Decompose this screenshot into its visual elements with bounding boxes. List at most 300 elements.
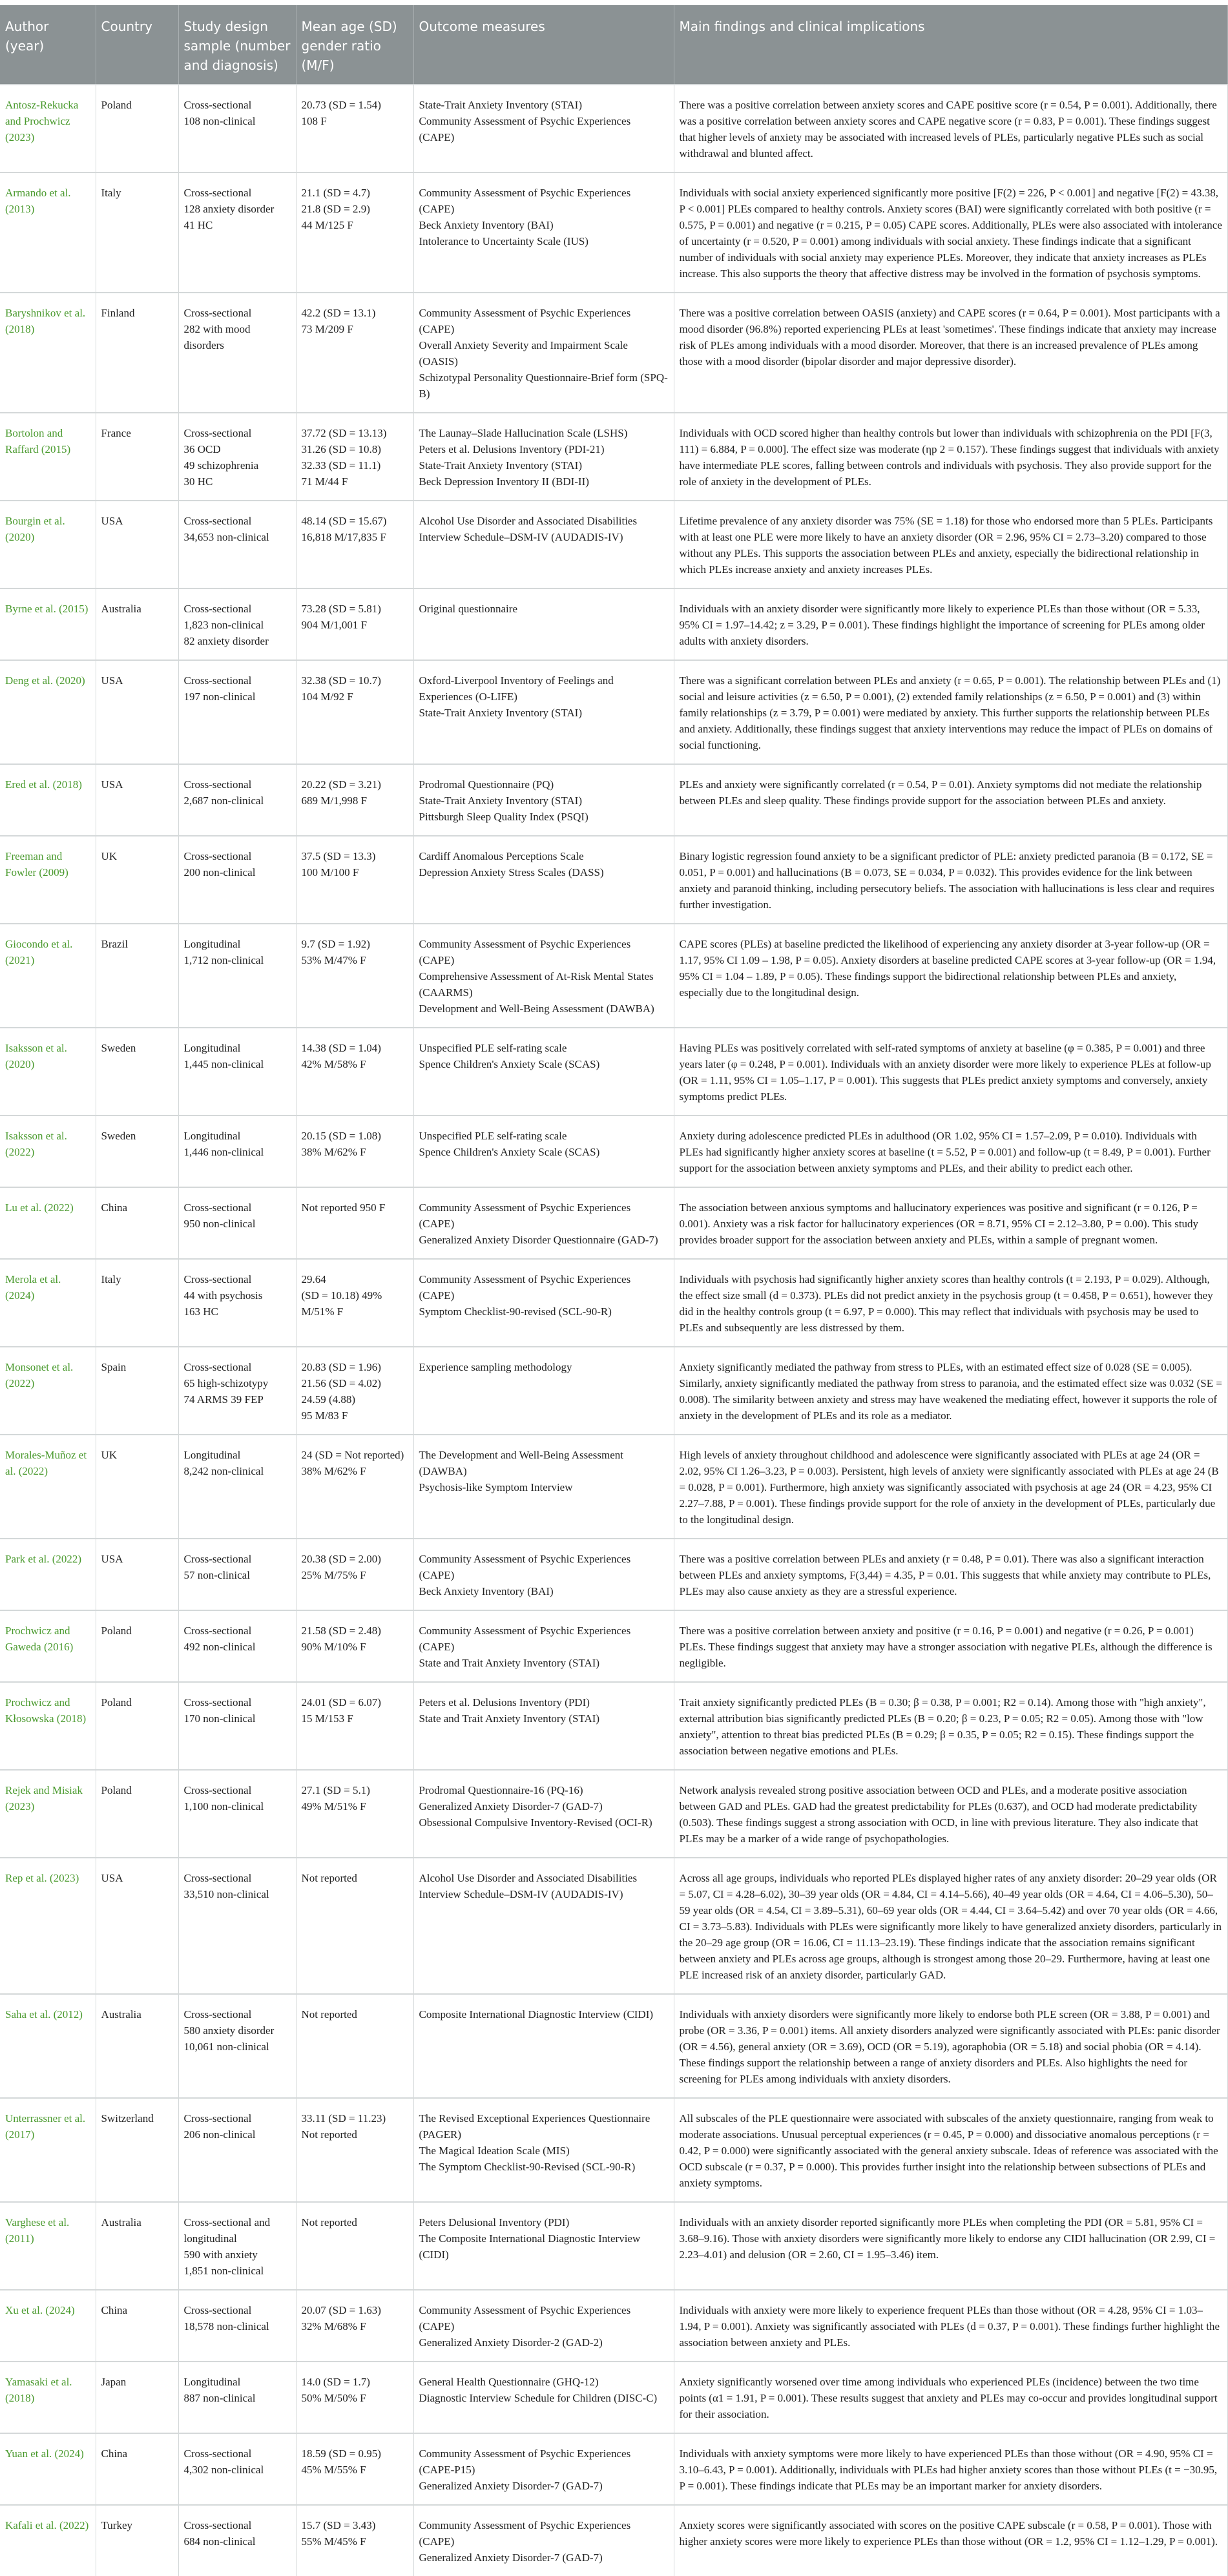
age-cell <box>296 2362 413 2433</box>
measures-line: Overall Anxiety Severity and Impairment Scale (OASIS) <box>419 339 628 368</box>
table-row <box>0 1435 1228 1539</box>
table-row <box>0 1858 1228 1994</box>
header-country: Country <box>96 5 178 85</box>
author-link[interactable]: Antosz-Rekucka and Prochwicz (2023) <box>0 85 96 172</box>
age-cell <box>296 2505 413 2576</box>
age-cell <box>296 924 413 1028</box>
measures-line: Community Assessment of Psychic Experiences (CAPE-P15) <box>419 2447 631 2476</box>
age-cell <box>296 1770 413 1858</box>
design-cell <box>178 2290 296 2362</box>
age-cell <box>296 2433 413 2505</box>
findings-cell: Individuals with an anxiety disorder reported significantly more PLEs when completing the PDI (OR = 5.81, 95% CI = 3.68–9.16). Those with anxiety disorders were significantly more likely to endorse any CIDI hallucination (OR 2.99, CI = 2.23–4.01) and delusion (OR = 2.60, CI = 1.95–3.46) item. <box>674 2202 1228 2290</box>
country-cell: Switzerland <box>96 2098 178 2202</box>
table-row <box>0 2098 1228 2202</box>
author-link[interactable]: Freeman and Fowler (2009) <box>0 836 96 924</box>
age-line: 95 M/83 F <box>301 1409 348 1422</box>
age-line: 21.1 (SD = 4.7) <box>301 187 370 199</box>
design-cell <box>178 836 296 924</box>
measures-cell <box>413 1539 674 1610</box>
measures-line: Alcohol Use Disorder and Associated Disabilities Interview Schedule–DSM-IV (AUDADIS-IV) <box>419 1872 638 1900</box>
findings-cell: Across all age groups, individuals who reported PLEs displayed higher rates of any anxiety disorder: 20–29 year olds (OR = 5.07, CI = 4.28–6.02), 30–39 year olds (OR = 4.84, CI = 4.14–5.66), 40–49 year olds (OR = 4.64, CI = 4.06–5.30), 50–59 year olds (OR = 4.54, CI = 3.89–5.31), 60–69 year olds (OR = 4.44, CI = 3.64–5.42) and over 70 year olds (OR = 4.66, CI = 3.73–5.83). Individuals with PLEs were significantly more likely to have generalized anxiety disorders, particularly in the 20–29 age group (OR = 16.06, CI = 11.13–23.19). These findings indicate that the association remains significant between anxiety and PLEs across age groups, although is strongest among those 20–29. Furthermore, having at least one PLE increased risk of an anxiety disorder, particularly GAD. <box>674 1858 1228 1994</box>
country-cell: Poland <box>96 1682 178 1770</box>
measures-cell <box>413 1259 674 1347</box>
findings-cell: Network analysis revealed strong positive association between OCD and PLEs, and a moderate positive association between GAD and PLEs. GAD had the greatest predictability for PLEs (0.637), and OCD had moderate predictability (0.503). These findings suggest a strong association with OCD, in line with previous literature. They also indicate that PLEs may be a marker of a wide range of psychopathologies. <box>674 1770 1228 1858</box>
country-cell: Poland <box>96 1610 178 1682</box>
findings-cell: There was a positive correlation between anxiety scores and CAPE positive score (r = 0.54, P = 0.001). Additionally, there was a positive correlation between anxiety scores and CAPE negative score (r = 0.83, P = 0.001). These findings suggest that higher levels of anxiety may be associated with increased levels of PLEs, particularly negative PLEs such as social withdrawal and blunted affect. <box>674 85 1228 172</box>
design-line: 950 non-clinical <box>183 1218 256 1230</box>
design-cell <box>178 1994 296 2098</box>
measures-line: Community Assessment of Psychic Experiences (CAPE) <box>419 2304 631 2332</box>
design-line: 1,100 non-clinical <box>183 1800 264 1813</box>
age-line: 38% M/62% F <box>301 1146 366 1158</box>
measures-line: Community Assessment of Psychic Experiences (CAPE) <box>419 1273 631 1302</box>
design-line: 4,302 non-clinical <box>183 2464 264 2476</box>
author-link[interactable]: Bourgin et al. (2020) <box>0 501 96 588</box>
age-line: 20.38 (SD = 2.00) <box>301 1553 381 1565</box>
age-line: Not reported <box>301 2008 357 2020</box>
age-line: 20.07 (SD = 1.63) <box>301 2304 381 2316</box>
author-link[interactable]: Prochwicz and Gaweda (2016) <box>0 1610 96 1682</box>
design-line: Cross-sectional <box>183 1872 252 1884</box>
measures-cell <box>413 1187 674 1259</box>
age-line: 31.26 (SD = 10.8) <box>301 443 381 455</box>
table-header-row <box>0 5 1228 85</box>
measures-cell <box>413 1994 674 2098</box>
author-link[interactable]: Prochwicz and Kłosowska (2018) <box>0 1682 96 1770</box>
measures-cell <box>413 588 674 660</box>
age-line: 15 M/153 F <box>301 1712 353 1725</box>
measures-line: The Revised Exceptional Experiences Questionnaire (PAGER) <box>419 2112 650 2141</box>
measures-cell <box>413 172 674 293</box>
measures-cell <box>413 660 674 764</box>
design-line: 590 with anxiety <box>183 2249 258 2261</box>
design-line: Cross-sectional <box>183 603 252 615</box>
design-line: 684 non-clinical <box>183 2535 256 2548</box>
design-cell <box>178 924 296 1028</box>
findings-cell: There was a positive correlation between PLEs and anxiety (r = 0.48, P = 0.01). There was also a significant interaction between PLEs and anxiety symptoms, F(3,44) = 4.35, P = 0.01. This suggests that while anxiety may contribute to PLEs, PLEs may also cause anxiety as they are a stressful experience. <box>674 1539 1228 1610</box>
author-link[interactable]: Deng et al. (2020) <box>0 660 96 764</box>
design-line: 34,653 non-clinical <box>183 531 269 543</box>
measures-cell <box>413 501 674 588</box>
design-cell <box>178 1028 296 1116</box>
country-cell: Italy <box>96 1259 178 1347</box>
table-row <box>0 1347 1228 1435</box>
country-cell: Sweden <box>96 1028 178 1116</box>
author-link[interactable]: Armando et al. (2013) <box>0 172 96 293</box>
findings-cell: Individuals with anxiety disorders were significantly more likely to endorse both PLE screen (OR = 3.88, P = 0.001) and probe (OR = 3.36, P = 0.001) items. All anxiety disorders analyzed were significantly associated with PLEs: panic disorder (OR = 4.56), general anxiety (OR = 3.69), OCD (OR = 5.19), agoraphobia (OR = 5.18) and social phobia (OR = 4.14). These findings support the relationship between a range of anxiety disorders and PLEs. Also highlights the need for screening for PLEs among individuals with anxiety disorders. <box>674 1994 1228 2098</box>
age-cell <box>296 2098 413 2202</box>
design-cell <box>178 1610 296 1682</box>
measures-line: Beck Depression Inventory II (BDI-II) <box>419 475 589 488</box>
measures-cell <box>413 2505 674 2576</box>
age-cell <box>296 413 413 501</box>
design-line: 887 non-clinical <box>183 2392 256 2404</box>
author-link[interactable]: Byrne et al. (2015) <box>0 588 96 660</box>
measures-cell <box>413 924 674 1028</box>
design-line: Cross-sectional <box>183 2008 252 2020</box>
measures-line: Schizotypal Personality Questionnaire-Brief form (SPQ-B) <box>419 371 668 400</box>
findings-cell: High levels of anxiety throughout childhood and adolescence were significantly associated with PLEs at age 24 (OR = 2.02, 95% CI 1.26–3.23, P = 0.003). Persistent, high levels of anxiety were significantly associated with PLEs at age 24 (B = 0.028, P = 0.001). Furthermore, high anxiety was significantly associated with psychosis at age 24 (OR = 4.23, 95% CI 2.27–7.88, P = 0.001). These findings provide support for the role of anxiety in the development of PLEs, particularly due to the longitudinal design. <box>674 1435 1228 1539</box>
design-line: Cross-sectional <box>183 850 252 862</box>
age-cell <box>296 1259 413 1347</box>
measures-cell <box>413 1347 674 1435</box>
age-line: 33.11 (SD = 11.23) <box>301 2112 386 2124</box>
age-line: 24 (SD = Not reported) <box>301 1449 404 1461</box>
measures-line: Community Assessment of Psychic Experiences (CAPE) <box>419 1553 631 1581</box>
design-line: 65 high-schizotypy <box>183 1377 269 1389</box>
country-cell: UK <box>96 1435 178 1539</box>
measures-line: Oxford-Liverpool Inventory of Feelings and Experiences (O-LIFE) <box>419 674 614 703</box>
measures-cell <box>413 1770 674 1858</box>
design-line: 197 non-clinical <box>183 691 256 703</box>
table-row <box>0 924 1228 1028</box>
age-cell <box>296 1435 413 1539</box>
design-line: 282 with mood disorders <box>183 323 251 351</box>
age-line: (SD = 10.18) 49% M/51% F <box>301 1289 382 1318</box>
country-cell: USA <box>96 501 178 588</box>
design-line: 200 non-clinical <box>183 866 256 878</box>
design-cell <box>178 501 296 588</box>
table-row <box>0 1539 1228 1610</box>
design-line: 163 HC <box>183 1305 218 1318</box>
design-line: Cross-sectional <box>183 778 252 791</box>
measures-cell <box>413 85 674 172</box>
measures-line: Community Assessment of Psychic Experiences (CAPE) <box>419 1201 631 1230</box>
age-line: 38% M/62% F <box>301 1465 366 1477</box>
header-main-findings: Main findings and clinical implications <box>674 5 1228 85</box>
age-line: 32% M/68% F <box>301 2320 366 2332</box>
measures-line: Pittsburgh Sleep Quality Index (PSQI) <box>419 811 588 823</box>
design-line: Cross-sectional <box>183 2519 252 2531</box>
design-line: 2,687 non-clinical <box>183 795 264 807</box>
table-row <box>0 2202 1228 2290</box>
measures-line: Community Assessment of Psychic Experiences (CAPE) <box>419 187 631 215</box>
measures-line: Symptom Checklist-90-revised (SCL-90-R) <box>419 1305 612 1318</box>
design-line: 492 non-clinical <box>183 1641 256 1653</box>
author-link[interactable]: Lu et al. (2022) <box>0 1187 96 1259</box>
design-line: Cross-sectional <box>183 1553 252 1565</box>
findings-cell: There was a significant correlation between PLEs and anxiety (r = 0.65, P = 0.001). The relationship between PLEs and (1) social and leisure activities (z = 6.50, P = 0.001), (2) extended family relationships (z = 6.50, P = 0.001) and (3) within family relationships (z = 3.79, P = 0.001) were mediated by anxiety. This further supports the relationship between PLEs and anxiety. Additionally, these findings suggest that anxiety interventions may reduce the impact of PLEs on domains of social functioning. <box>674 660 1228 764</box>
design-cell <box>178 1435 296 1539</box>
measures-cell <box>413 1116 674 1187</box>
measures-line: Peters et al. Delusions Inventory (PDI-21) <box>419 443 605 455</box>
measures-cell <box>413 1435 674 1539</box>
measures-line: Community Assessment of Psychic Experiences (CAPE) <box>419 307 631 335</box>
measures-line: State-Trait Anxiety Inventory (STAI) <box>419 707 583 719</box>
design-cell <box>178 588 296 660</box>
age-cell <box>296 1347 413 1435</box>
measures-cell <box>413 293 674 413</box>
design-line: 128 anxiety disorder <box>183 203 275 215</box>
design-line: Cross-sectional <box>183 2112 252 2124</box>
measures-line: State-Trait Anxiety Inventory (STAI) <box>419 99 583 111</box>
design-line: Cross-sectional <box>183 1361 252 1373</box>
author-link[interactable]: Bortolon and Raffard (2015) <box>0 413 96 501</box>
author-link[interactable]: Unterrassner et al. (2017) <box>0 2098 96 2202</box>
design-line: Cross-sectional <box>183 187 252 199</box>
measures-cell <box>413 1610 674 1682</box>
age-cell <box>296 172 413 293</box>
measures-line: Community Assessment of Psychic Experiences (CAPE) <box>419 1625 631 1653</box>
country-cell: Australia <box>96 1994 178 2098</box>
design-line: 1,446 non-clinical <box>183 1146 264 1158</box>
measures-cell <box>413 836 674 924</box>
author-link[interactable]: Ered et al. (2018) <box>0 764 96 836</box>
design-line: Cross-sectional <box>183 1201 252 1214</box>
design-line: Cross-sectional <box>183 515 252 527</box>
design-line: 8,242 non-clinical <box>183 1465 264 1477</box>
measures-line: Community Assessment of Psychic Experiences (CAPE) <box>419 115 631 143</box>
age-line: 14.38 (SD = 1.04) <box>301 1042 381 1054</box>
measures-line: Generalized Anxiety Disorder-7 (GAD-7) <box>419 2551 603 2564</box>
author-link[interactable]: Xu et al. (2024) <box>0 2290 96 2362</box>
country-cell: Turkey <box>96 2505 178 2576</box>
measures-cell <box>413 1682 674 1770</box>
age-cell <box>296 1116 413 1187</box>
design-line: Cross-sectional <box>183 1696 252 1709</box>
findings-cell: Trait anxiety significantly predicted PLEs (B = 0.30; β = 0.38, P = 0.001; R2 = 0.14). Among those with "high anxiety", external attribution bias significantly predicted PLEs (B = 0.20; β = 0.23, P = 0.05; R2 = 0.05). Among those with "low anxiety", attention to threat bias predicted PLEs (B = 0.29; β = 0.35, P = 0.05; R2 = 0.15). These findings support the association between negative emotions and PLEs. <box>674 1682 1228 1770</box>
design-line: 49 schizophrenia <box>183 459 259 472</box>
age-line: 100 M/100 F <box>301 866 359 878</box>
age-line: 21.56 (SD = 4.02) <box>301 1377 381 1389</box>
findings-cell: Lifetime prevalence of any anxiety disorder was 75% (SE = 1.18) for those who endorsed more than 5 PLEs. Participants with at least one PLE were more likely to have an anxiety disorder (OR = 2.96, 95% CI = 2.73–3.20) compared to those without any PLEs. This supports the association between PLEs and anxiety, especially the bidirectional relationship in which PLEs increase anxiety and anxiety increases PLEs. <box>674 501 1228 588</box>
design-line: 33,510 non-clinical <box>183 1888 269 1900</box>
age-line: 20.83 (SD = 1.96) <box>301 1361 381 1373</box>
country-cell: China <box>96 1187 178 1259</box>
author-link[interactable]: Yamasaki et al. (2018) <box>0 2362 96 2433</box>
age-line: Not reported 950 F <box>301 1201 386 1214</box>
age-line: Not reported <box>301 2128 357 2141</box>
measures-line: Generalized Anxiety Disorder Questionnaire (GAD-7) <box>419 1234 658 1246</box>
age-cell <box>296 588 413 660</box>
author-link[interactable]: Monsonet et al. (2022) <box>0 1347 96 1435</box>
measures-line: State and Trait Anxiety Inventory (STAI) <box>419 1712 600 1725</box>
measures-line: Cardiff Anomalous Perceptions Scale <box>419 850 584 862</box>
design-line: Cross-sectional <box>183 1625 252 1637</box>
age-cell <box>296 1682 413 1770</box>
measures-line: Community Assessment of Psychic Experiences (CAPE) <box>419 2519 631 2548</box>
header-mean-age: Mean age (SD) gender ratio (M/F) <box>296 5 413 85</box>
design-line: 44 with psychosis <box>183 1289 263 1302</box>
measures-line: Unspecified PLE self-rating scale <box>419 1042 567 1054</box>
table-row <box>0 2505 1228 2576</box>
design-line: 30 HC <box>183 475 213 488</box>
age-line: 48.14 (SD = 15.67) <box>301 515 387 527</box>
design-line: 41 HC <box>183 219 213 231</box>
measures-line: State-Trait Anxiety Inventory (STAI) <box>419 795 583 807</box>
measures-line: Prodromal Questionnaire (PQ) <box>419 778 554 791</box>
design-cell <box>178 1682 296 1770</box>
findings-cell: There was a positive correlation between OASIS (anxiety) and CAPE scores (r = 0.64, P = 0.001). Most participants with a mood disorder (96.8%) reported experiencing PLEs at least 'sometimes'. These findings indicate that anxiety may increase risk of PLEs among individuals with a mood disorder. Moreover, that there is an increased prevalence of PLEs among those with a mood disorder (bipolar disorder and major depressive disorder). <box>674 293 1228 413</box>
age-line: Not reported <box>301 1872 357 1884</box>
measures-line: Development and Well-Being Assessment (DAWBA) <box>419 1002 654 1015</box>
author-link[interactable]: Varghese et al. (2011) <box>0 2202 96 2290</box>
design-line: Cross-sectional <box>183 674 252 687</box>
measures-line: Psychosis-like Symptom Interview <box>419 1481 573 1493</box>
measures-line: Community Assessment of Psychic Experiences (CAPE) <box>419 938 631 966</box>
age-line: 108 F <box>301 115 327 127</box>
country-cell: Australia <box>96 588 178 660</box>
age-cell <box>296 1858 413 1994</box>
header-outcome-measures: Outcome measures <box>413 5 674 85</box>
age-cell <box>296 85 413 172</box>
age-cell <box>296 836 413 924</box>
author-link[interactable]: Yuan et al. (2024) <box>0 2433 96 2505</box>
design-cell <box>178 2098 296 2202</box>
age-cell <box>296 764 413 836</box>
age-cell <box>296 1539 413 1610</box>
age-line: 20.22 (SD = 3.21) <box>301 778 381 791</box>
age-line: 32.33 (SD = 11.1) <box>301 459 381 472</box>
measures-cell <box>413 2202 674 2290</box>
table-row <box>0 2290 1228 2362</box>
design-line: 1,445 non-clinical <box>183 1058 264 1070</box>
design-cell <box>178 2505 296 2576</box>
measures-line: The Magical Ideation Scale (MIS) <box>419 2145 570 2157</box>
author-link[interactable]: Saha et al. (2012) <box>0 1994 96 2098</box>
country-cell: USA <box>96 1539 178 1610</box>
age-line: 15.7 (SD = 3.43) <box>301 2519 376 2531</box>
age-line: 55% M/45% F <box>301 2535 366 2548</box>
measures-line: The Launay–Slade Hallucination Scale (LSHS) <box>419 427 628 439</box>
measures-cell <box>413 2362 674 2433</box>
findings-cell: Anxiety scores were significantly associated with scores on the positive CAPE subscale (r = 0.58, P = 0.001). Those with higher anxiety scores were more likely to experience PLEs than those without (OR = 1.2, 95% CI = 1.12–1.29, P = 0.001). <box>674 2505 1228 2576</box>
age-line: 27.1 (SD = 5.1) <box>301 1784 370 1796</box>
author-link[interactable]: Giocondo et al. (2021) <box>0 924 96 1028</box>
design-cell <box>178 1539 296 1610</box>
country-cell: Finland <box>96 293 178 413</box>
table-row <box>0 172 1228 293</box>
design-cell <box>178 413 296 501</box>
measures-line: State and Trait Anxiety Inventory (STAI) <box>419 1657 600 1669</box>
design-line: Cross-sectional and longitudinal <box>183 2216 271 2245</box>
design-cell <box>178 2202 296 2290</box>
table-row <box>0 1682 1228 1770</box>
design-cell <box>178 1347 296 1435</box>
table-row <box>0 1259 1228 1347</box>
age-cell <box>296 293 413 413</box>
design-line: 18,578 non-clinical <box>183 2320 269 2332</box>
author-link[interactable]: Isaksson et al. (2020) <box>0 1028 96 1116</box>
age-line: 42% M/58% F <box>301 1058 366 1070</box>
table-row <box>0 501 1228 588</box>
design-line: Cross-sectional <box>183 2447 252 2460</box>
findings-cell: Binary logistic regression found anxiety to be a significant predictor of PLE: anxiety predicted paranoia (B = 0.172, SE = 0.051, P = 0.001) and hallucinations (B = 0.073, SE = 0.034, P = 0.032). This provides evidence for the link between anxiety and paranoid thinking, including persecutory beliefs. The association with hallucinations is less clear and requires further investigation. <box>674 836 1228 924</box>
measures-line: Peters Delusional Inventory (PDI) <box>419 2216 570 2228</box>
design-line: Cross-sectional <box>183 1273 252 1285</box>
measures-line: Intolerance to Uncertainty Scale (IUS) <box>419 235 588 247</box>
age-line: 50% M/50% F <box>301 2392 366 2404</box>
author-link[interactable]: Morales-Muñoz et al. (2022) <box>0 1435 96 1539</box>
table-row <box>0 1028 1228 1116</box>
table-row <box>0 660 1228 764</box>
measures-line: Spence Children's Anxiety Scale (SCAS) <box>419 1058 600 1070</box>
age-cell <box>296 501 413 588</box>
author-link[interactable]: Rejek and Misiak (2023) <box>0 1770 96 1858</box>
age-line: 44 M/125 F <box>301 219 353 231</box>
age-cell <box>296 1994 413 2098</box>
table-row <box>0 2433 1228 2505</box>
age-cell <box>296 660 413 764</box>
design-cell <box>178 2362 296 2433</box>
country-cell: China <box>96 2433 178 2505</box>
age-cell <box>296 1610 413 1682</box>
measures-line: Composite International Diagnostic Interview (CIDI) <box>419 2008 654 2020</box>
findings-cell: PLEs and anxiety were significantly correlated (r = 0.54, P = 0.01). Anxiety symptoms did not mediate the relationship between PLEs and sleep quality. These findings provide support for the association between PLEs and anxiety. <box>674 764 1228 836</box>
findings-cell: Individuals with psychosis had significantly higher anxiety scores than healthy controls (t = 2.193, P = 0.029). Although, the effect size small (d = 0.373). PLEs did not predict anxiety in the psychosis group (t = 0.458, P = 0.651), however they did in the healthy controls group (t = 6.97, P = 0.000). This may reflect that individuals with psychosis may be used to PLEs and subsequently are less distressed by them. <box>674 1259 1228 1347</box>
design-line: 74 ARMS 39 FEP <box>183 1393 264 1406</box>
author-link[interactable]: Rep et al. (2023) <box>0 1858 96 1994</box>
age-cell <box>296 2202 413 2290</box>
age-line: 24.59 (4.88) <box>301 1393 356 1406</box>
table-row <box>0 764 1228 836</box>
design-line: 108 non-clinical <box>183 115 256 127</box>
table-row <box>0 1610 1228 1682</box>
author-link[interactable]: Merola et al. (2024) <box>0 1259 96 1347</box>
table-row <box>0 413 1228 501</box>
country-cell: China <box>96 2290 178 2362</box>
design-line: 1,712 non-clinical <box>183 954 264 966</box>
design-line: 170 non-clinical <box>183 1712 256 1725</box>
findings-cell: There was a positive correlation between anxiety and positive (r = 0.16, P = 0.001) and negative (r = 0.26, P = 0.001) PLEs. These findings suggest that anxiety may have a stronger association with negative PLEs, although the difference is negligible. <box>674 1610 1228 1682</box>
measures-line: Spence Children's Anxiety Scale (SCAS) <box>419 1146 600 1158</box>
country-cell: Brazil <box>96 924 178 1028</box>
age-line: 104 M/92 F <box>301 691 353 703</box>
age-line: 14.0 (SD = 1.7) <box>301 2376 370 2388</box>
measures-line: Diagnostic Interview Schedule for Children (DISC-C) <box>419 2392 658 2404</box>
design-cell <box>178 172 296 293</box>
measures-line: Depression Anxiety Stress Scales (DASS) <box>419 866 604 878</box>
country-cell: Japan <box>96 2362 178 2433</box>
measures-line: Peters et al. Delusions Inventory (PDI) <box>419 1696 590 1709</box>
age-line: 49% M/51% F <box>301 1800 366 1813</box>
author-link[interactable]: Park et al. (2022) <box>0 1539 96 1610</box>
author-link[interactable]: Isaksson et al. (2022) <box>0 1116 96 1187</box>
measures-line: Generalized Anxiety Disorder-2 (GAD-2) <box>419 2336 603 2349</box>
measures-cell <box>413 413 674 501</box>
design-cell <box>178 85 296 172</box>
measures-line: Generalized Anxiety Disorder-7 (GAD-7) <box>419 1800 603 1813</box>
findings-cell: Individuals with anxiety were more likely to experience frequent PLEs than those without (OR = 4.28, 95% CI = 1.03–1.94, P = 0.001). Anxiety was significantly associated with PLEs (d = 0.37, P = 0.001). These findings further highlight the association between anxiety and PLEs. <box>674 2290 1228 2362</box>
age-line: 20.15 (SD = 1.08) <box>301 1130 381 1142</box>
age-line: 24.01 (SD = 6.07) <box>301 1696 381 1709</box>
design-line: Cross-sectional <box>183 2304 252 2316</box>
measures-line: The Development and Well-Being Assessment (DAWBA) <box>419 1449 624 1477</box>
country-cell: Italy <box>96 172 178 293</box>
age-line: 904 M/1,001 F <box>301 619 368 631</box>
measures-cell <box>413 2433 674 2505</box>
age-line: 45% M/55% F <box>301 2464 366 2476</box>
age-line: 71 M/44 F <box>301 475 348 488</box>
studies-table <box>0 5 1228 2576</box>
author-link[interactable]: Kafali et al. (2022) <box>0 2505 96 2576</box>
measures-cell <box>413 1858 674 1994</box>
country-cell: Poland <box>96 1770 178 1858</box>
design-line: Longitudinal <box>183 938 241 950</box>
table-row <box>0 1994 1228 2098</box>
age-line: Not reported <box>301 2216 357 2228</box>
findings-cell: Individuals with OCD scored higher than healthy controls but lower than individuals with schizophrenia on the PDI [F(3, 111) = 6.884, P = 0.000]. The effect size was moderate (ηp 2 = 0.157). These findings suggest that individuals with anxiety have intermediate PLE scores, falling between controls and individuals with psychosis. They also provide support for the role of anxiety in the development of PLEs. <box>674 413 1228 501</box>
author-link[interactable]: Baryshnikov et al. (2018) <box>0 293 96 413</box>
age-line: 53% M/47% F <box>301 954 366 966</box>
design-line: Longitudinal <box>183 1130 241 1142</box>
age-line: 18.59 (SD = 0.95) <box>301 2447 381 2460</box>
table-row <box>0 836 1228 924</box>
design-line: 10,061 non-clinical <box>183 2041 269 2053</box>
measures-line: Beck Anxiety Inventory (BAI) <box>419 219 554 231</box>
table-row <box>0 588 1228 660</box>
header-author: Author (year) <box>0 5 96 85</box>
